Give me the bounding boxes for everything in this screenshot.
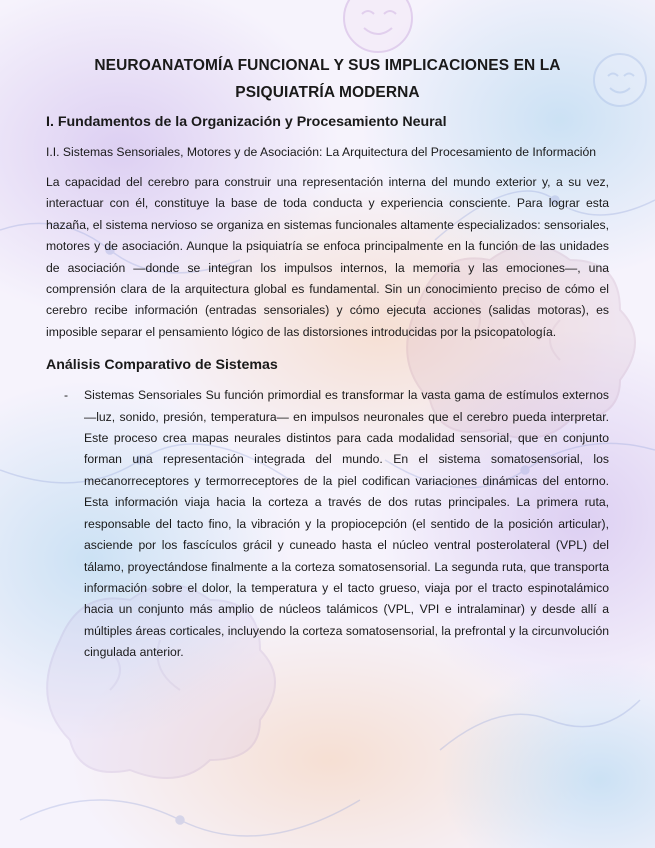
subsection-heading: I.I. Sistemas Sensoriales, Motores y de Asociación: La Arquitectura del Procesamiento de Información <box>46 145 597 159</box>
intro-paragraph: La capacidad del cerebro para construir una representación interna del mundo exterior y, a su vez, interactuar con él, constituye la base de toda conducta y experiencia consciente. Para lograr esta hazaña, el sistema nervioso se organiza en sistemas funcionales altamente especializados: sensoriales, motores y de asociación. Aunque la psiquiatría se enfoca principalmente en la función de las unidades de asociación —donde se integran los impulsos internos, la memoria y las emociones—, una comprensión clara de la arquitectura global es fundamental. Sin un conocimiento preciso de cómo el cerebro recibe información (entradas sensoriales) y cómo ejecuta acciones (salidas motoras), es imposible separar el pensamiento lógico de las distorsiones introducidas por la psicopatología. <box>46 175 609 339</box>
bullet-marker: - <box>64 388 69 403</box>
list-item <box>64 385 609 663</box>
section-heading: I. Fundamentos de la Organización y Procesamiento Neural <box>46 114 447 130</box>
document-title <box>46 52 609 106</box>
bullet-list <box>46 385 609 663</box>
comparative-heading: Análisis Comparativo de Sistemas <box>46 357 278 374</box>
bullet-text: Sistemas Sensoriales Su función primordial es transformar la vasta gama de estímulos externos —luz, sonido, presión, temperatura— en impulsos neuronales que el cerebro pueda interpretar. Este proceso crea mapas neurales distintos para cada modalidad sensorial, que en conjunto forman una representación integrada del mundo. En el sistema somatosensorial, los mecanorreceptores y termorreceptores de la piel codifican variaciones dinámicas del entorno. Esta información viaja hacia la corteza a través de dos rutas principales. La primera ruta, responsable del tacto fino, la vibración y la propiocepción (el sentido de la posición articular), asciende por los fascículos grácil y cuneado hasta el núcleo ventral posterolateral (VPL) del tálamo, proyectándose finalmente a la corteza somatosensorial. La segunda ruta, que transporta información sobre el dolor, la temperatura y el tacto grueso, viaja por el tracto espinotalámico hacia un conjunto más amplio de núcleos talámicos (VPL, VPI e intralaminar) y desde allí a múltiples áreas corticales, incluyendo la corteza somatosensorial, la prefrontal y la circunvolución cingulada anterior. <box>84 388 609 660</box>
document-title-line-1: NEUROANATOMÍA FUNCIONAL Y SUS IMPLICACIONES EN LA <box>94 57 561 74</box>
document-title-line-2: PSIQUIATRÍA MODERNA <box>235 84 420 101</box>
